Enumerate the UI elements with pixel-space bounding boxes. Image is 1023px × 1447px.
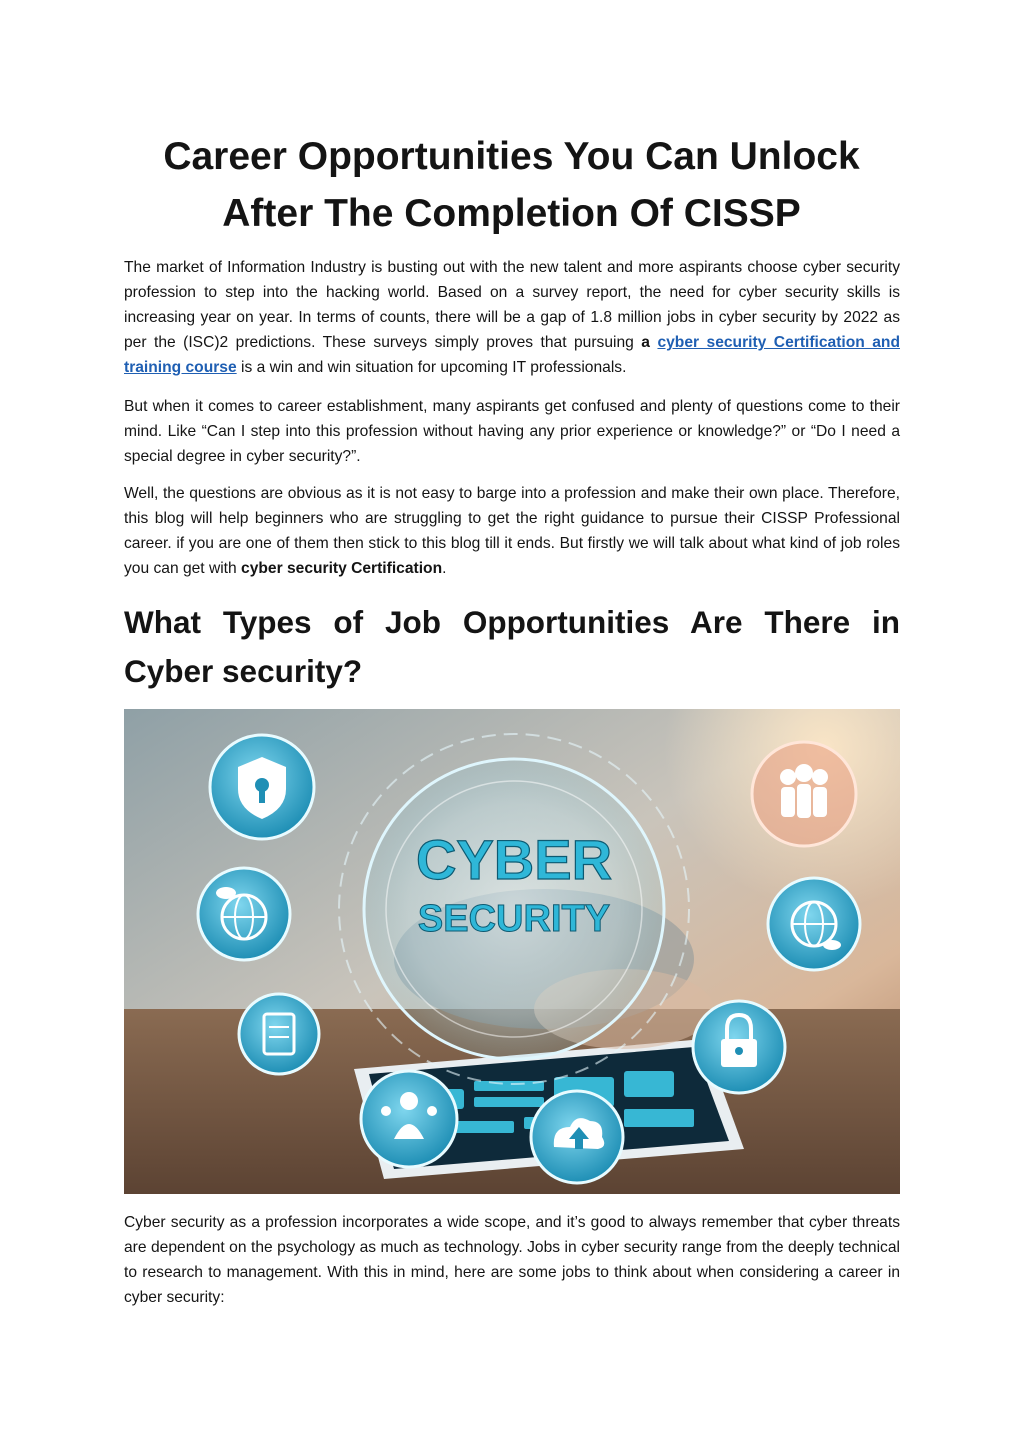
page-title: [110, 128, 913, 242]
scope-paragraph: Cyber security as a profession incorporates a wide scope, and it’s good to always remember that cyber threats are dependent on the psychology as much as technology. Jobs in cyber security range from the deeply technical to research to management. With this in mind, here are some jobs to think about when considering a career in cyber security:: [124, 1214, 900, 1306]
guidance-end: .: [442, 560, 447, 577]
guidance-paragraph: [124, 481, 900, 581]
image-security-text: SECURITY: [417, 898, 611, 940]
padlock-icon: [693, 1001, 785, 1093]
guidance-bold: cyber security Certification: [241, 560, 443, 577]
certification-course-link[interactable]: cyber security Certification and training course: [124, 334, 900, 376]
server-icon: [239, 994, 319, 1074]
page-title-line-1: Career Opportunities You Can Unlock: [163, 135, 860, 178]
people-network-icon: [361, 1071, 457, 1167]
globe-cloud-icon: [198, 868, 290, 960]
page-title-line-2: After The Completion Of CISSP: [222, 192, 801, 235]
guidance-text: Well, the questions are obvious as it is not easy to barge into a profession and make their own place. Therefore, this blog will help beginners who are struggling to get the right guidance to pursue their CISSP Professional career. if you are one of them then stick to this blog till it ends. But firstly we will talk about what kind of job roles you can get with: [124, 485, 900, 577]
intro-text: The market of Information Industry is busting out with the new talent and more aspirants choose cyber security profession to step into the hacking world. Based on a survey report, the need for cyber security skills is increasing year on year. In terms of counts, there will be a gap of 1.8 million jobs in cyber security by 2022 as per the (ISC)2 predictions. These surveys simply proves that pursuing: [124, 259, 900, 351]
section-heading: What Types of Job Opportunities Are There in Cyber security?: [124, 604, 900, 689]
intro-text-end: is a win and win situation for upcoming IT professionals.: [236, 359, 627, 376]
cloud-upload-icon: [531, 1091, 623, 1183]
intro-paragraph: [124, 255, 900, 380]
intro-bold-a: a: [641, 334, 650, 351]
group-icon: [752, 742, 856, 846]
shield-lock-icon: [210, 735, 314, 839]
globe-icon: [768, 878, 860, 970]
image-cyber-text: CYBER: [415, 828, 613, 891]
questions-paragraph: But when it comes to career establishment, many aspirants get confused and plenty of questions come to their mind. Like “Can I step into this profession without having any prior experience or knowledge?” or “Do I need a special degree in cyber security?”.: [124, 398, 900, 465]
cyber-security-image: [124, 709, 900, 1194]
